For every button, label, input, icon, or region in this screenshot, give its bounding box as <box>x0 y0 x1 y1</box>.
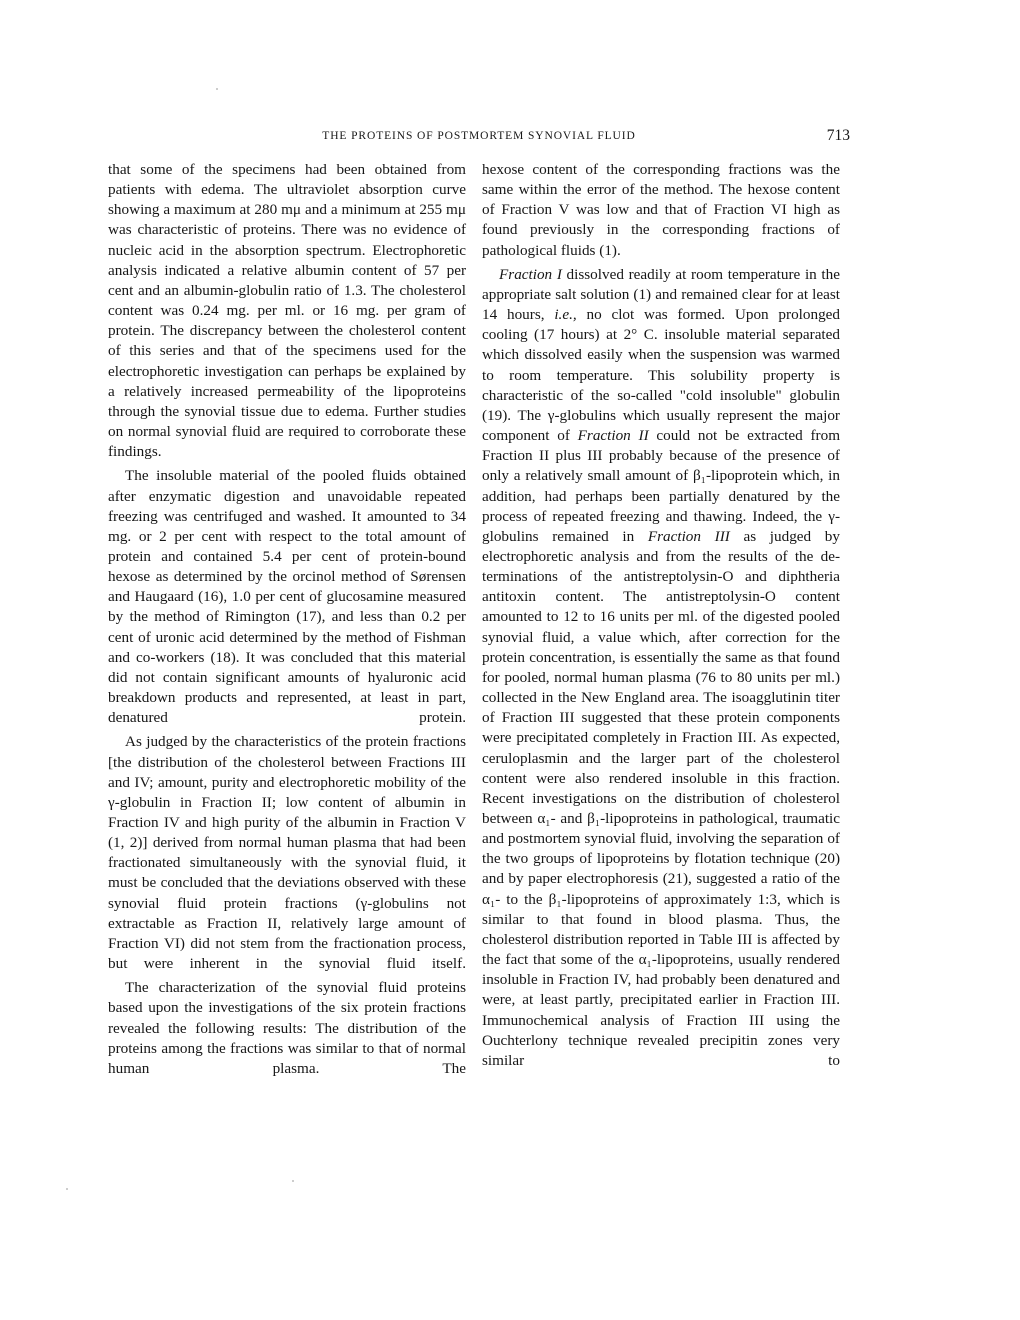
left-paragraph-3: As judged by the characteristics of the protein fractions [the distribution of the cholesterol between Fractions III and IV; amount, purity and electrophoretic mobility of the γ-globulin in Fraction II; low content of albumin in Fraction IV and high purity of the albumin in Fraction V (1, 2)] derived from normal human plasma that had been fractionated simultaneously with the synovial fluid, it must be concluded that the deviations observed with these synovial fluid protein fractions (γ-globulins not extractable as Fraction II, relatively large amount of Fraction VI) did not stem from the fractionation process, but were inherent in the synovial fluid itself. <box>108 733 466 973</box>
left-paragraph-1: that some of the specimens had been obtained from patients with edema. The ultraviolet absorption curve showing a maximum at 280 mμ and a minimum at 255 mμ was characteristic of proteins. There was no evidence of nucleic acid in the absorption spectrum. Electrophoretic analysis indicated a relative albumin content of 57 per cent and an albumin-globulin ratio of 1.3. The cholesterol content was 0.24 mg. per ml. or 16 mg. per gram of protein. The discrepancy between the cholesterol content of this series and that of the specimens used for the electrophoretic investigation can perhaps be explained by a relatively increased permeability of the lipoproteins through the synovial tissue due to edema. Further studies on normal synovial fluid are required to corroborate these findings. <box>108 161 466 461</box>
right-paragraph-2 <box>482 265 840 1071</box>
page-number: 713 <box>826 127 850 144</box>
right-paragraph-1: hexose content of the corresponding fractions was the same within the error of the method. The hexose content of Fraction V was low and that of Fraction VI high as found previously in the corresponding fractions of pathological fluids (1). <box>482 161 840 259</box>
left-column <box>108 160 466 1079</box>
fraction-iii-term: Fraction III <box>647 527 730 545</box>
right-paragraph-2-part-b: no clot was formed. Upon prolonged cooling (17 hours) at 2° C. insoluble material separated which dissolved easily when the suspension was warmed to room temperature. This solubility property is characteristic of the so-called "cold insoluble" globulin (19). The γ-globulins which usually represent the major component of <box>482 306 840 445</box>
running-title: THE PROTEINS OF POSTMORTEM SYNOVIAL FLUID <box>322 130 636 142</box>
scan-speck <box>292 1180 294 1182</box>
ie-abbreviation: i.e., <box>554 306 577 324</box>
left-paragraph-4: The characterization of the synovial fluid proteins based upon the investigations of the six protein fractions revealed the following results: The distribution of the proteins among the fractions was similar to that of normal human plasma. The <box>108 979 466 1077</box>
right-paragraph-2-part-c: could not be extracted from Fraction II plus III probably because of the presence of only a relatively small amount of β₁-lipoprotein which, in addition, had perhaps been partially denatured by the process of repeated freezing and thawing. Indeed, the γ-globulins remained in <box>482 427 841 545</box>
left-paragraph-2: The insoluble material of the pooled fluids obtained after enzymatic digestion and unavoidable repeated freezing was centrifuged and washed. It amounted to 34 mg. or 2 per cent with respect to the total amount of protein and contained 5.4 per cent of protein-bound hexose as determined by the orcinol method of Sørensen and Haugaard (16), 1.0 per cent of glucosamine measured by the method of Rimington (17), and less than 0.2 per cent of uronic acid determined by the method of Fishman and co-workers (18). It was concluded that this material did not contain significant amounts of hyaluronic acid breakdown products and represented, at least in part, denatured protein. <box>108 467 466 727</box>
right-column <box>482 160 840 1071</box>
scan-speck <box>216 88 218 90</box>
right-paragraph-2-part-a: dissolved readily at room temperature in the appropriate salt solution (1) and remained clear for at least 14 hours, <box>482 265 840 324</box>
fraction-i-heading: Fraction I <box>499 265 562 283</box>
scan-speck <box>66 1188 68 1190</box>
running-head <box>108 125 850 147</box>
right-paragraph-2-part-d: as judged by electrophoretic analysis and from the results of the determinations of the antistreptolysin-O and diphtheria antitoxin content. The antistreptolysin-O content amounted to 12 to 16 units per ml. of the digested pooled synovial fluid, a value which, after correction for the protein concentration, is essentially the same as that found for pooled, normal human plasma (76 to 80 units per ml.) collected in the New England area. The isoagglutinin titer of Fraction III suggested that these protein components were precipitated completely in Fraction III. As expected, ceruloplasmin and the larger part of the cholesterol content were also rendered insoluble in this fraction. Recent investigations on the distribution of cholesterol between α₁- and β₁-lipoproteins in pathological, traumatic and postmortem synovial fluid, involving the separation of the two groups of lipoproteins by flotation technique (20) and by paper electrophoresis (21), suggested a ratio of the α₁- to the β₁-lipoproteins of approximately 1:3, which is similar to that found in blood plasma. Thus, the cholesterol distribution reported in Table III is affected by the fact that some of the α₁-lipoproteins, usually rendered insoluble in Fraction IV, had probably been denatured and were, at least partly, precipitated earlier in Fraction III. Immunochemical analysis of Fraction III using the Ouchterlony technique revealed precipitin zones very similar to <box>482 527 840 1069</box>
fraction-ii-term: Fraction II <box>577 427 649 445</box>
